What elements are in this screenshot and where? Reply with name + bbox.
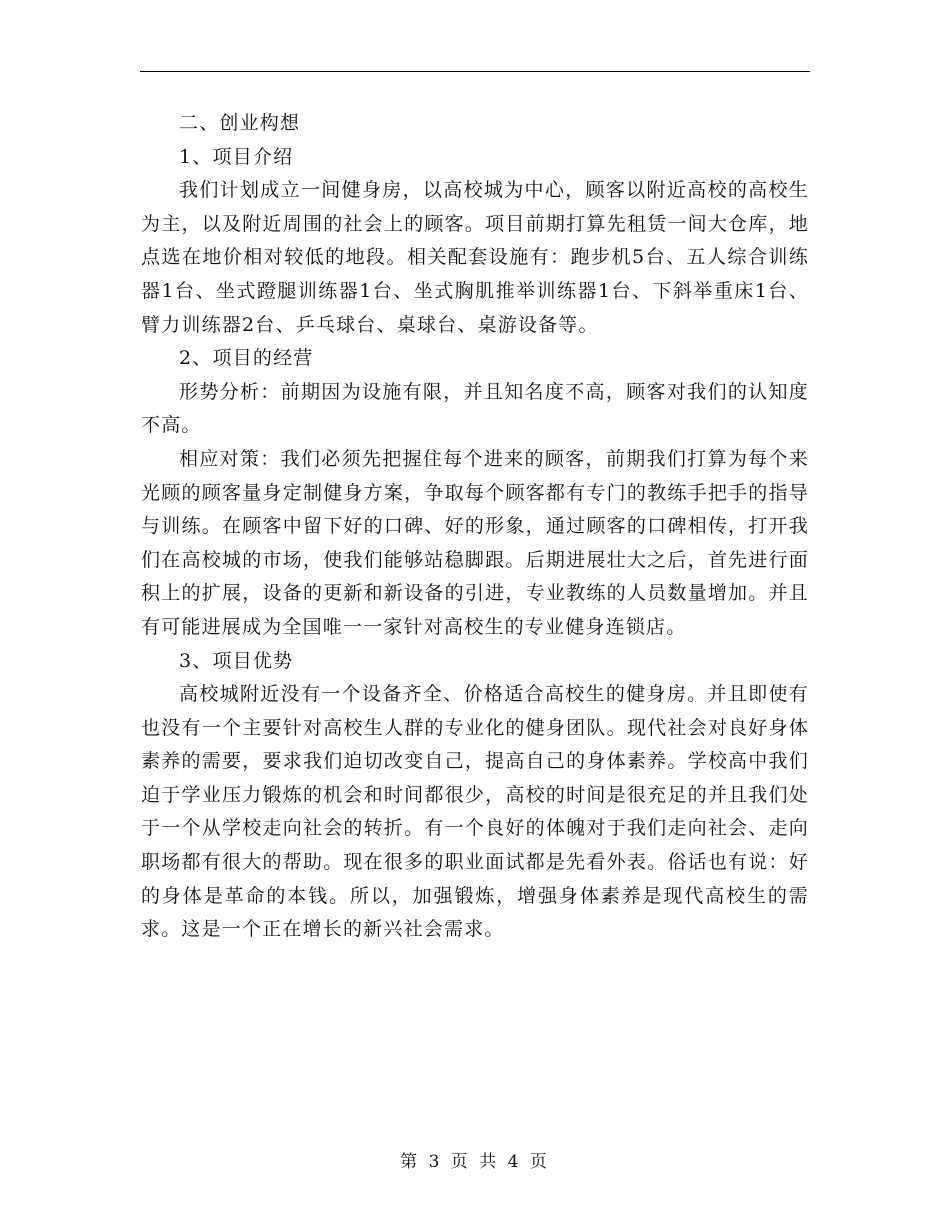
section-heading: 二、创业构想: [179, 112, 301, 134]
paragraph: 形势分析：前期因为设施有限，并且知名度不高，顾客对我们的认知度不高。: [141, 380, 809, 437]
subsection-heading: 3、项目优势: [179, 649, 294, 672]
subsection-heading: 2、项目的经营: [179, 347, 314, 370]
page-number: 第 3 页 共 4 页: [400, 1152, 550, 1172]
header-rule: [140, 71, 810, 72]
document-body: [141, 107, 809, 947]
subsection-heading: 1、项目介绍: [179, 145, 294, 168]
paragraph: 我们计划成立一间健身房，以高校城为中心，顾客以附近高校的高校生为主，以及附近周围的社会上的顾客。项目前期打算先租赁一间大仓库，地点选在地价相对较低的地段。相关配套设施有：跑步机5台、五人综合训练器1台、坐式蹬腿训练器1台、坐式胸肌推举训练器1台、下斜举重床1台、臂力训练器2台、乒乓球台、桌球台、桌游设备等。: [141, 179, 809, 336]
paragraph: 相应对策：我们必须先把握住每个进来的顾客，前期我们打算为每个来光顾的顾客量身定制健身方案，争取每个顾客都有专门的教练手把手的指导与训练。在顾客中留下好的口碑、好的形象，通过顾客的口碑相传，打开我们在高校城的市场，使我们能够站稳脚跟。后期进展壮大之后，首先进行面积上的扩展，设备的更新和新设备的引进，专业教练的人员数量增加。并且有可能进展成为全国唯一一家针对高校生的专业健身连锁店。: [141, 447, 809, 638]
paragraph: 高校城附近没有一个设备齐全、价格适合高校生的健身房。并且即使有也没有一个主要针对高校生人群的专业化的健身团队。现代社会对良好身体素养的需要，要求我们迫切改变自己，提高自己的身体素养。学校高中我们迫于学业压力锻炼的机会和时间都很少，高校的时间是很充足的并且我们处于一个从学校走向社会的转折。有一个良好的体魄对于我们走向社会、走向职场都有很大的帮助。现在很多的职业面试都是先看外表。俗话也有说：好的身体是革命的本钱。所以，加强锻炼，增强身体素养是现代高校生的需求。这是一个正在增长的新兴社会需求。: [141, 683, 809, 941]
